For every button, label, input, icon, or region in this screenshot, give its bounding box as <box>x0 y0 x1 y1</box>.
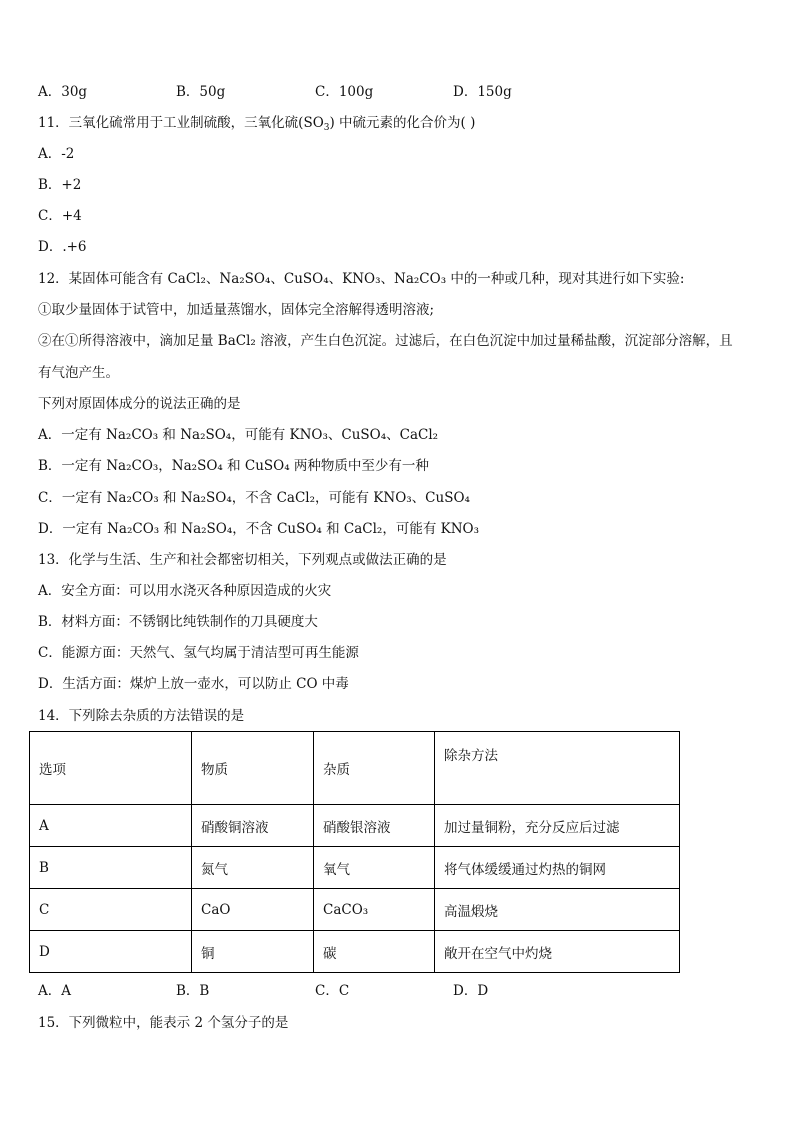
q12-step2-line1: ②在①所得溶液中，滴加足量 BaCl₂ 溶液，产生白色沉淀。过滤后，在白色沉淀中加过量稀盐酸，沉淀部分溶解，且 <box>38 333 733 349</box>
row-a-method: 加过量铜粉，充分反应后过滤 <box>435 805 680 847</box>
q14-option-c: C．C <box>315 983 350 999</box>
table-row <box>30 805 680 847</box>
q12-step2-line2: 有气泡产生。 <box>38 365 119 381</box>
row-b-substance: 氮气 <box>192 847 314 889</box>
q14-option-a: A．A <box>38 983 71 999</box>
q13-option-b: B．材料方面：不锈钢比纯铁制作的刀具硬度大 <box>38 614 318 630</box>
row-d-method: 敞开在空气中灼烧 <box>435 931 680 973</box>
q11-stem-part1: 11．三氧化硫常用于工业制硫酸，三氧化硫(SO <box>38 115 324 131</box>
row-a-option: A <box>30 805 192 847</box>
q14-table <box>29 731 680 973</box>
q15-stem: 15．下列微粒中，能表示 2 个氢分子的是 <box>38 1015 289 1031</box>
q11-option-d: D．.+6 <box>38 239 87 255</box>
q11-option-b: B．+2 <box>38 177 82 193</box>
q14-options <box>38 982 488 1000</box>
q11-option-a: A．-2 <box>38 146 75 162</box>
row-b-option: B <box>30 847 192 889</box>
q12-option-b: B．一定有 Na₂CO₃，Na₂SO₄ 和 CuSO₄ 两种物质中至少有一种 <box>38 458 429 474</box>
q11-stem-part2: ) 中硫元素的化合价为( ) <box>329 115 476 131</box>
q12-step1: ①取少量固体于试管中，加适量蒸馏水，固体完全溶解得透明溶液; <box>38 302 435 318</box>
q10-options <box>38 83 512 101</box>
q12-question: 下列对原固体成分的说法正确的是 <box>38 396 241 412</box>
q12-option-a: A．一定有 Na₂CO₃ 和 Na₂SO₄，可能有 KNO₃、CuSO₄、CaCl₂ <box>38 427 439 443</box>
table-row <box>30 889 680 931</box>
header-impurity: 杂质 <box>314 732 435 805</box>
row-c-option: C <box>30 889 192 931</box>
header-substance: 物质 <box>192 732 314 805</box>
q11-option-c: C．+4 <box>38 208 82 224</box>
table-header-row <box>30 732 680 805</box>
q10-option-c: C．100g <box>315 84 374 100</box>
q11-stem <box>38 114 475 132</box>
row-b-impurity: 氧气 <box>314 847 435 889</box>
row-a-impurity: 硝酸银溶液 <box>314 805 435 847</box>
q12-option-d: D．一定有 Na₂CO₃ 和 Na₂SO₄，不含 CuSO₄ 和 CaCl₂，可能有 KNO₃ <box>38 521 480 537</box>
q14-option-d: D．D <box>453 983 489 999</box>
table-row <box>30 847 680 889</box>
row-d-substance: 铜 <box>192 931 314 973</box>
q12-stem: 12．某固体可能含有 CaCl₂、Na₂SO₄、CuSO₄、KNO₃、Na₂CO₃ 中的一种或几种，现对其进行如下实验: <box>38 271 685 287</box>
header-method: 除杂方法 <box>435 732 680 805</box>
row-b-method: 将气体缓缓通过灼热的铜网 <box>435 847 680 889</box>
row-d-impurity: 碳 <box>314 931 435 973</box>
q13-option-d: D．生活方面：煤炉上放一壶水，可以防止 CO 中毒 <box>38 676 349 692</box>
q14-stem: 14．下列除去杂质的方法错误的是 <box>38 708 245 724</box>
row-a-substance: 硝酸铜溶液 <box>192 805 314 847</box>
table-row <box>30 931 680 973</box>
row-c-substance: CaO <box>192 889 314 931</box>
q11-stem-subscript: 3 <box>323 123 330 133</box>
q14-option-b: B．B <box>176 983 210 999</box>
q13-option-a: A．安全方面：可以用水浇灭各种原因造成的火灾 <box>38 583 332 599</box>
row-d-option: D <box>30 931 192 973</box>
q10-option-a: A．30g <box>38 84 88 100</box>
q10-option-d: D．150g <box>453 84 512 100</box>
row-c-method: 高温煅烧 <box>435 889 680 931</box>
row-c-impurity: CaCO₃ <box>314 889 435 931</box>
header-option: 选项 <box>30 732 192 805</box>
q12-option-c: C．一定有 Na₂CO₃ 和 Na₂SO₄，不含 CaCl₂，可能有 KNO₃、CuSO₄ <box>38 490 470 506</box>
q13-option-c: C．能源方面：天然气、氢气均属于清洁型可再生能源 <box>38 645 359 661</box>
q13-stem: 13．化学与生活、生产和社会都密切相关，下列观点或做法正确的是 <box>38 552 447 568</box>
q10-option-b: B．50g <box>176 84 226 100</box>
